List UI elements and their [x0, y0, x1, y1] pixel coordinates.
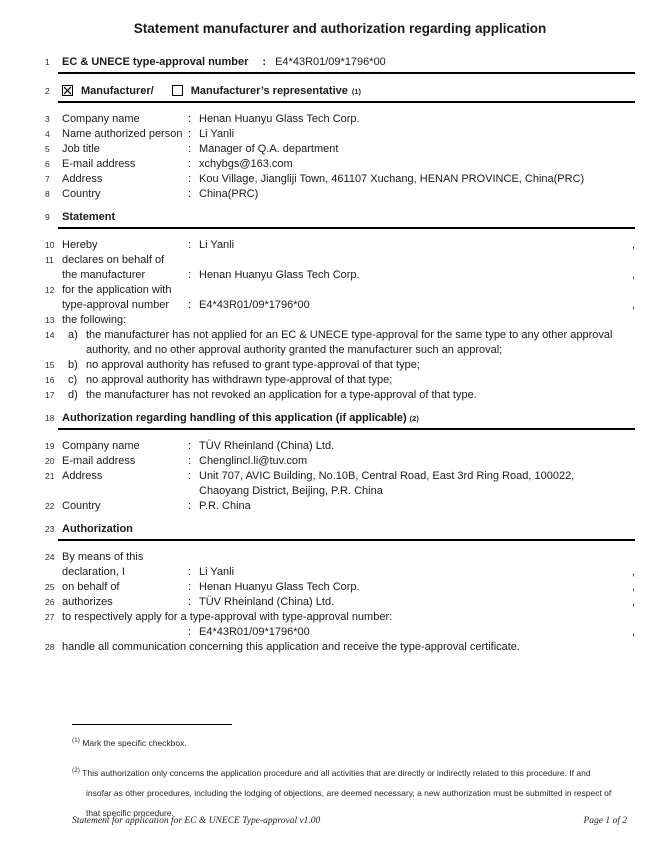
company-name-label: Company name [62, 113, 140, 125]
address-row [45, 172, 635, 187]
email-value: xchybgs@163.com [199, 158, 293, 170]
colon-separator: : [188, 455, 192, 467]
colon-separator: : [188, 299, 192, 311]
declares-value: Henan Huanyu Glass Tech Corp. [199, 269, 360, 281]
agent-email-value: Chenglincl.li@tuv.com [199, 455, 308, 467]
item-letter: b) [68, 359, 78, 371]
on-behalf-row [45, 580, 635, 595]
type-approval-number-label: EC & UNECE type-approval number [62, 56, 249, 68]
line-number: 28 [45, 642, 55, 652]
footnote-2-line3: that specific procedure. [86, 807, 174, 818]
job-title-value: Manager of Q.A. department [199, 143, 339, 155]
colon-separator: : [188, 239, 192, 251]
colon-separator: : [188, 173, 192, 185]
following-label: the following: [62, 314, 127, 326]
colon-separator: : [188, 143, 192, 155]
line-number: 10 [45, 240, 55, 250]
country-label: Country [62, 188, 101, 200]
line-number: 8 [45, 189, 50, 199]
representative-option-label: Manufacturer’s representative [190, 85, 348, 97]
line-number: 5 [45, 144, 50, 154]
the-manufacturer-label: the manufacturer [62, 269, 146, 281]
trailing-comma: , [631, 269, 635, 281]
footer-page-number: Page 1 of 2 [583, 816, 627, 826]
footnote-2-marker: (2) [72, 766, 80, 774]
role-selection-row [45, 83, 635, 99]
declares-label-row [45, 253, 635, 268]
footnote-1-marker: (1) [72, 737, 80, 744]
company-name-row [45, 112, 635, 127]
trailing-comma: , [631, 299, 635, 311]
authorizes-row [45, 595, 635, 610]
apply-value-row [45, 625, 635, 640]
manufacturer-option-label: Manufacturer/ [81, 85, 154, 97]
handle-communication-row [45, 640, 635, 655]
agent-address-continuation-row [45, 484, 635, 499]
footnote-2-reference: (2) [409, 414, 419, 423]
authorizes-label: authorizes [62, 596, 113, 608]
line-number: 15 [45, 360, 55, 370]
agent-address-label: Address [62, 470, 103, 482]
statement-heading: Statement [62, 211, 116, 223]
line-number: 4 [45, 129, 50, 139]
line-number: 26 [45, 597, 55, 607]
section-rule [58, 227, 635, 229]
footnote-2 [72, 761, 635, 823]
email-label: E-mail address [62, 158, 136, 170]
item-letter: a) [68, 329, 78, 341]
colon-separator: : [188, 113, 192, 125]
colon-separator: : [262, 56, 267, 68]
colon-separator: : [188, 581, 192, 593]
line-number: 24 [45, 552, 55, 562]
footer-document-title: Statement for application for EC & UNECE Type-approval v1.00 [72, 816, 321, 826]
item-letter: c) [68, 374, 78, 386]
handle-communication-text: handle all communication concerning this application and receive the type-approval certificate. [62, 641, 520, 653]
type-approval-number-value: E4*43R01/09*1796*00 [275, 56, 386, 68]
statement-heading-row [45, 210, 635, 225]
line-number: 18 [45, 413, 55, 423]
colon-separator: : [188, 158, 192, 170]
country-row [45, 187, 635, 202]
statement-item-d [45, 388, 635, 403]
on-behalf-label: on behalf of [62, 581, 120, 593]
trailing-comma: , [631, 581, 635, 593]
colon-separator: : [188, 440, 192, 452]
checkbox-x-mark-icon [63, 86, 72, 95]
line-number: 16 [45, 375, 55, 385]
address-value: Kou Village, Jiangliji Town, 461107 Xuchang, HENAN PROVINCE, China(PRC) [199, 173, 585, 185]
footnote-1 [72, 734, 635, 750]
job-title-label: Job title [62, 143, 100, 155]
section-rule [58, 539, 635, 541]
agent-company-row [45, 439, 635, 454]
trailing-comma: , [631, 566, 635, 578]
agent-country-label: Country [62, 500, 101, 512]
page-footer [72, 816, 627, 826]
declares-value-row [45, 268, 635, 283]
handling-heading-row [45, 411, 635, 426]
manufacturer-checkbox[interactable] [62, 85, 73, 96]
agent-country-row [45, 499, 635, 514]
trailing-comma: , [631, 596, 635, 608]
authorization-heading: Authorization [62, 523, 133, 535]
line-number: 9 [45, 212, 50, 222]
hereby-label: Hereby [62, 239, 98, 251]
statement-item-c [45, 373, 635, 388]
authorized-person-label: Name authorized person [62, 128, 183, 140]
footnote-2-line1 [72, 761, 635, 783]
footnote-2-text: This authorization only concerns the application procedure and all activities that are directly or indirectly related to this procedure. If and [82, 767, 591, 778]
line-number: 2 [45, 86, 50, 96]
agent-address-value-line2: Chaoyang District, Beijing, P.R. China [199, 485, 383, 497]
trailing-comma: , [631, 626, 635, 638]
colon-separator: : [188, 566, 192, 578]
agent-address-value-line1: Unit 707, AVIC Building, No.10B, Central Road, East 3rd Ring Road, 100022, [199, 470, 575, 482]
footnote-1-text: Mark the specific checkbox. [82, 737, 187, 748]
colon-separator: : [188, 596, 192, 608]
item-text: the manufacturer has not applied for an EC & UNECE type-approval for the same type to any other approval authority, and no other approval authority granted the manufacturer such an approval; [86, 329, 613, 356]
representative-checkbox[interactable] [172, 85, 183, 96]
on-behalf-value: Henan Huanyu Glass Tech Corp. [199, 581, 360, 593]
authorized-person-value: Li Yanli [199, 128, 235, 140]
declaration-label: declaration, I [62, 566, 125, 578]
statement-item-a [45, 328, 635, 358]
company-name-value: Henan Huanyu Glass Tech Corp. [199, 113, 360, 125]
handling-heading: Authorization regarding handling of this application (if applicable) [62, 412, 407, 424]
apply-approval-value: E4*43R01/09*1796*00 [199, 626, 310, 638]
line-number: 14 [45, 330, 55, 340]
apply-label-row [45, 610, 635, 625]
page-title: Statement manufacturer and authorization regarding application [133, 21, 547, 36]
item-text: no approval authority has refused to grant type-approval of that type; [86, 359, 420, 371]
agent-company-value: TÜV Rheinland (China) Ltd. [199, 440, 335, 452]
declaration-value: Li Yanli [199, 566, 235, 578]
line-number: 7 [45, 174, 50, 184]
statement-item-b [45, 358, 635, 373]
authorizes-value: TÜV Rheinland (China) Ltd. [199, 596, 335, 608]
colon-separator: : [188, 626, 192, 638]
colon-separator: : [188, 128, 192, 140]
application-label-row [45, 283, 635, 298]
declares-label: declares on behalf of [62, 254, 165, 266]
type-approval-number-row [45, 55, 635, 70]
section-rule [58, 72, 635, 74]
application-approval-value: E4*43R01/09*1796*00 [199, 299, 310, 311]
item-text: no approval authority has withdrawn type-approval of that type; [86, 374, 393, 386]
agent-address-row [45, 469, 635, 484]
section-rule [58, 101, 635, 103]
type-approval-label: type-approval number [62, 299, 170, 311]
line-number: 12 [45, 285, 55, 295]
line-number: 21 [45, 471, 55, 481]
item-letter: d) [68, 389, 78, 401]
following-row [45, 313, 635, 328]
agent-email-label: E-mail address [62, 455, 136, 467]
email-row [45, 157, 635, 172]
agent-email-row [45, 454, 635, 469]
application-value-row [45, 298, 635, 313]
footnote-2-line2: insofar as other procedures, including the lodging of objections, are deemed necessary, a new authorization must be submitted in respect of [86, 787, 612, 798]
by-means-label-row [45, 550, 635, 565]
line-number: 17 [45, 390, 55, 400]
footnotes-area [72, 724, 635, 823]
line-number: 25 [45, 582, 55, 592]
hereby-value: Li Yanli [199, 239, 235, 251]
job-title-row [45, 142, 635, 157]
declaration-row [45, 565, 635, 580]
colon-separator: : [188, 188, 192, 200]
agent-country-value: P.R. China [199, 500, 251, 512]
by-means-label: By means of this [62, 551, 144, 563]
address-label: Address [62, 173, 103, 185]
footnote-separator-rule [72, 724, 232, 725]
line-number: 19 [45, 441, 55, 451]
footnote-1-reference: (1) [351, 87, 362, 96]
trailing-comma: , [631, 239, 635, 251]
application-with-label: for the application with [62, 284, 172, 296]
line-number: 3 [45, 114, 50, 124]
line-number: 11 [45, 255, 54, 265]
colon-separator: : [188, 470, 192, 482]
colon-separator: : [188, 269, 192, 281]
section-rule [58, 428, 635, 430]
line-number: 22 [45, 501, 55, 511]
authorized-person-row [45, 127, 635, 142]
line-number: 20 [45, 456, 55, 466]
apply-label: to respectively apply for a type-approval with type-approval number: [62, 611, 393, 623]
line-number: 1 [45, 57, 50, 67]
authorization-heading-row [45, 522, 635, 537]
colon-separator: : [188, 500, 192, 512]
line-number: 13 [45, 315, 55, 325]
line-number: 23 [45, 524, 55, 534]
agent-company-label: Company name [62, 440, 140, 452]
country-value: China(PRC) [199, 188, 259, 200]
hereby-row [45, 238, 635, 253]
line-number: 27 [45, 612, 55, 622]
item-text: the manufacturer has not revoked an application for a type-approval of that type. [86, 389, 477, 401]
line-number: 6 [45, 159, 50, 169]
